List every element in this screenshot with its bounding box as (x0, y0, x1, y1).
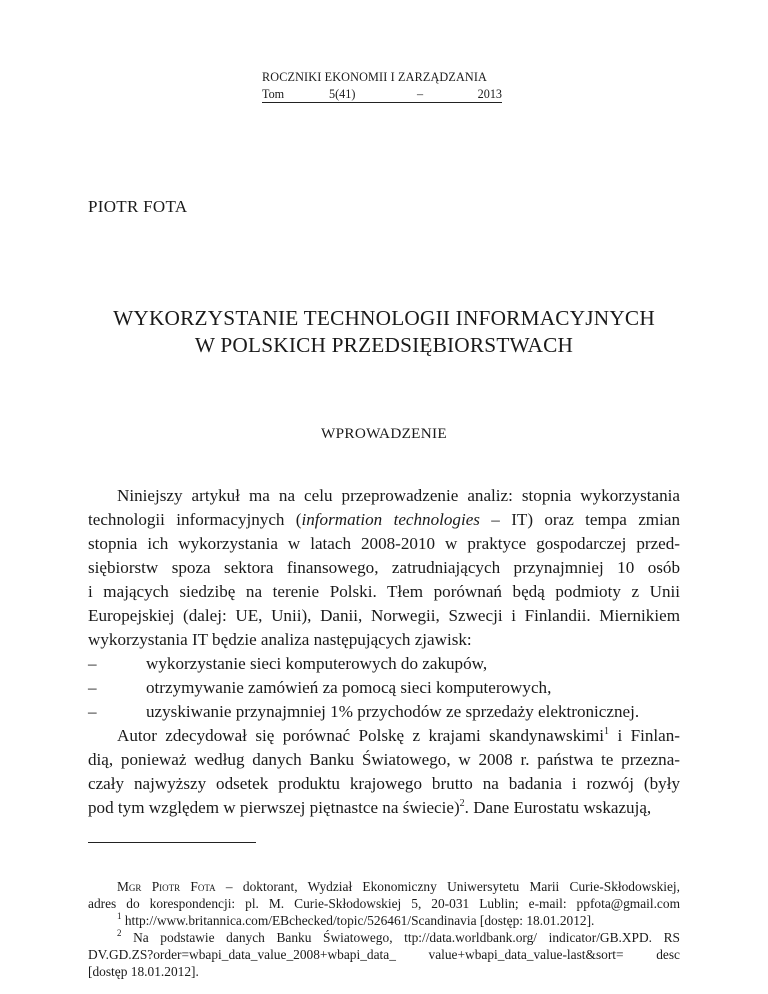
volume-info (262, 87, 502, 103)
author-name: PIOTR FOTA (88, 197, 188, 216)
volume-number: 5(41) (329, 87, 356, 101)
footnote-1-link[interactable]: http://www.britannica.com/EBchecked/topic/526461/Scandinavia [dostęp: 18.01.2012]. (121, 913, 595, 928)
section-heading: WPROWADZENIE (321, 425, 447, 442)
footnote-ref-2[interactable]: 2 (459, 798, 465, 809)
list-item-text: uzyskiwanie przynajmniej 1% przychodów ze sprzedaży elektronicznej. (146, 702, 640, 721)
paragraph-1-line: stopnia ich wykorzystania w latach 2008-2010 w praktyce gospodarczej przed- (88, 534, 680, 553)
paragraph-2-line: Autor zdecydował się porównać Polskę z krajami skandynawskimi$^1$ i Finlan- (117, 726, 680, 745)
paragraph-1-line: technologii informacyjnych (information technologies – IT) oraz tempa zmian (88, 510, 680, 529)
list-bullet: – (88, 702, 97, 721)
paragraph-1-line: Europejskiej (dalej: UE, Unii), Danii, Norwegii, Szwecji i Finlandii. Miernikiem (88, 606, 680, 625)
paragraph-1-line: i mających siedzibę na terenie Polski. Tłem porównań będą podmioty z Unii (88, 582, 680, 601)
paragraph-1-line: wykorzystania IT będzie analiza następujących zjawisk: (88, 630, 472, 649)
footnote-number: 2 (117, 929, 122, 938)
list-item-text: wykorzystanie sieci komputerowych do zakupów, (146, 654, 488, 673)
list-item-text: otrzymywanie zamówień za pomocą sieci komputerowych, (146, 678, 552, 697)
journal-title: ROCZNIKI EKONOMII I ZARZĄDZANIA (262, 70, 488, 84)
article-title-line-2: W POLSKICH PRZEDSIĘBIORSTWACH (194, 333, 574, 357)
footnote-separator (88, 842, 256, 843)
volume-year: 2013 (477, 87, 502, 101)
footnote-ref-1[interactable]: 1 (604, 726, 610, 737)
tom-label: Tom (262, 87, 285, 101)
footnote-1 (117, 912, 680, 929)
article-title-line-1: WYKORZYSTANIE TECHNOLOGII INFORMACYJNYCH (113, 306, 655, 330)
paragraph-1-line: Niniejszy artykuł ma na celu przeprowadzenie analiz: stopnia wykorzystania (117, 486, 680, 505)
emphasis-term: information technologies (301, 510, 480, 529)
paragraph-1-line: siębiorstw spoza sektora finansowego, zatrudniających przynajmniej 10 osób (88, 558, 680, 577)
volume-dash: – (417, 87, 424, 101)
paragraph-2-line: pod tym względem w pierwszej piętnastce na świecie)$^2$. Dane Eurostatu wskazują, (88, 798, 652, 817)
paragraph-2-line: dią, ponieważ według danych Banku Światowego, w 2008 r. państwa te przezna- (88, 750, 680, 769)
author-footnote-line: adres do korespondencji: pl. M. Curie-Skłodowskiej 5, 20-031 Lublin; e-mail: ppfota@gmail.com (88, 896, 680, 911)
paragraph-2-line: czały najwyższy odsetek produktu krajowego brutto na badania i rozwój (były (88, 774, 680, 793)
footnote-2-line: [dostęp 18.01.2012]. (88, 964, 199, 979)
footnote-2-line: $^2$ Na podstawie danych Banku Światowego, ttp://data.worldbank.org/ indicator/GB.XPD. RS (117, 929, 680, 945)
list-bullet: – (88, 678, 97, 697)
footnote-number: 1 (117, 912, 122, 921)
footnote-2-line: DV.GD.ZS?order=wbapi_data_value_2008+wbapi_data_ value+wbapi_data_value-last&sort= desc (88, 947, 680, 962)
author-footnote-line: Mgr Piotr Fota – doktorant, Wydział Ekonomiczny Uniwersytetu Marii Curie-Skłodowskiej, (117, 879, 680, 894)
list-bullet: – (88, 654, 97, 673)
